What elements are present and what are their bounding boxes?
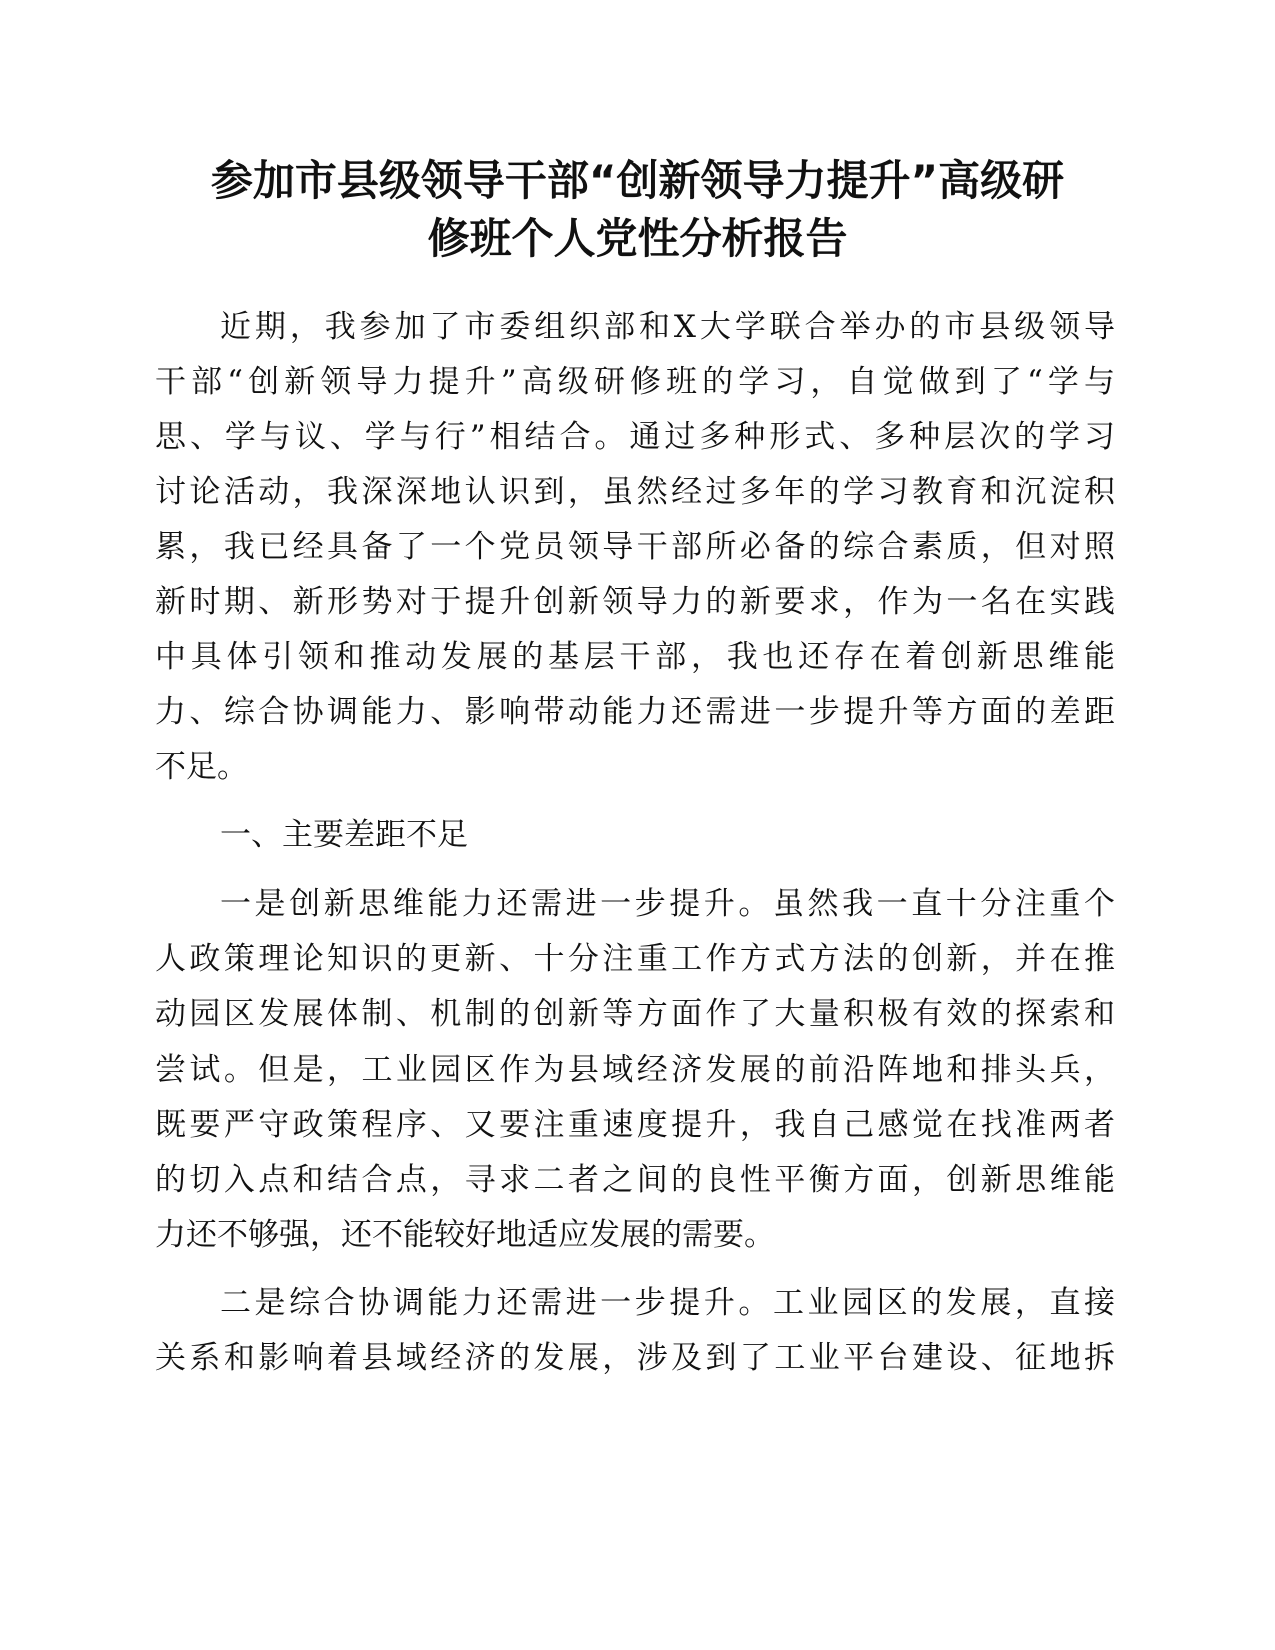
section-heading: 一、主要差距不足 [220, 817, 468, 853]
intro-line: 思、学与议、学与行”相结合。通过多种形式、多种层次的学习 [155, 419, 1115, 455]
para1-line: 人政策理论知识的更新、十分注重工作方式方法的创新，并在推 [155, 941, 1115, 977]
intro-line: 新时期、新形势对于提升创新领导力的新要求，作为一名在实践 [155, 584, 1115, 620]
para1-line: 动园区发展体制、机制的创新等方面作了大量积极有效的探索和 [155, 996, 1115, 1032]
para2-line: 关系和影响着县域经济的发展，涉及到了工业平台建设、征地拆 [155, 1340, 1115, 1376]
document-title-line-1: 参加市县级领导干部“创新领导力提升”高级研 [210, 156, 1065, 205]
para1-line: 的切入点和结合点，寻求二者之间的良性平衡方面，创新思维能 [155, 1162, 1115, 1198]
intro-line: 讨论活动，我深深地认识到，虽然经过多年的学习教育和沉淀积 [155, 474, 1115, 510]
intro-line: 累，我已经具备了一个党员领导干部所必备的综合素质，但对照 [155, 529, 1115, 565]
intro-line: 近期，我参加了市委组织部和X大学联合举办的市县级领导 [220, 309, 1115, 345]
para1-line: 尝试。但是，工业园区作为县域经济发展的前沿阵地和排头兵， [155, 1052, 1115, 1088]
intro-line: 中具体引领和推动发展的基层干部，我也还存在着创新思维能 [155, 639, 1115, 675]
para2-line: 二是综合协调能力还需进一步提升。工业园区的发展，直接 [220, 1285, 1115, 1321]
para1-line: 一是创新思维能力还需进一步提升。虽然我一直十分注重个 [220, 886, 1115, 922]
intro-line: 力、综合协调能力、影响带动能力还需进一步提升等方面的差距 [155, 694, 1115, 730]
para1-line: 力还不够强，还不能较好地适应发展的需要。 [155, 1217, 775, 1253]
para1-line: 既要严守政策程序、又要注重速度提升，我自己感觉在找准两者 [155, 1107, 1115, 1143]
document-title-line-2: 修班个人党性分析报告 [427, 214, 848, 263]
intro-line: 干部“创新领导力提升”高级研修班的学习，自觉做到了“学与 [155, 364, 1115, 400]
intro-line: 不足。 [155, 749, 248, 785]
